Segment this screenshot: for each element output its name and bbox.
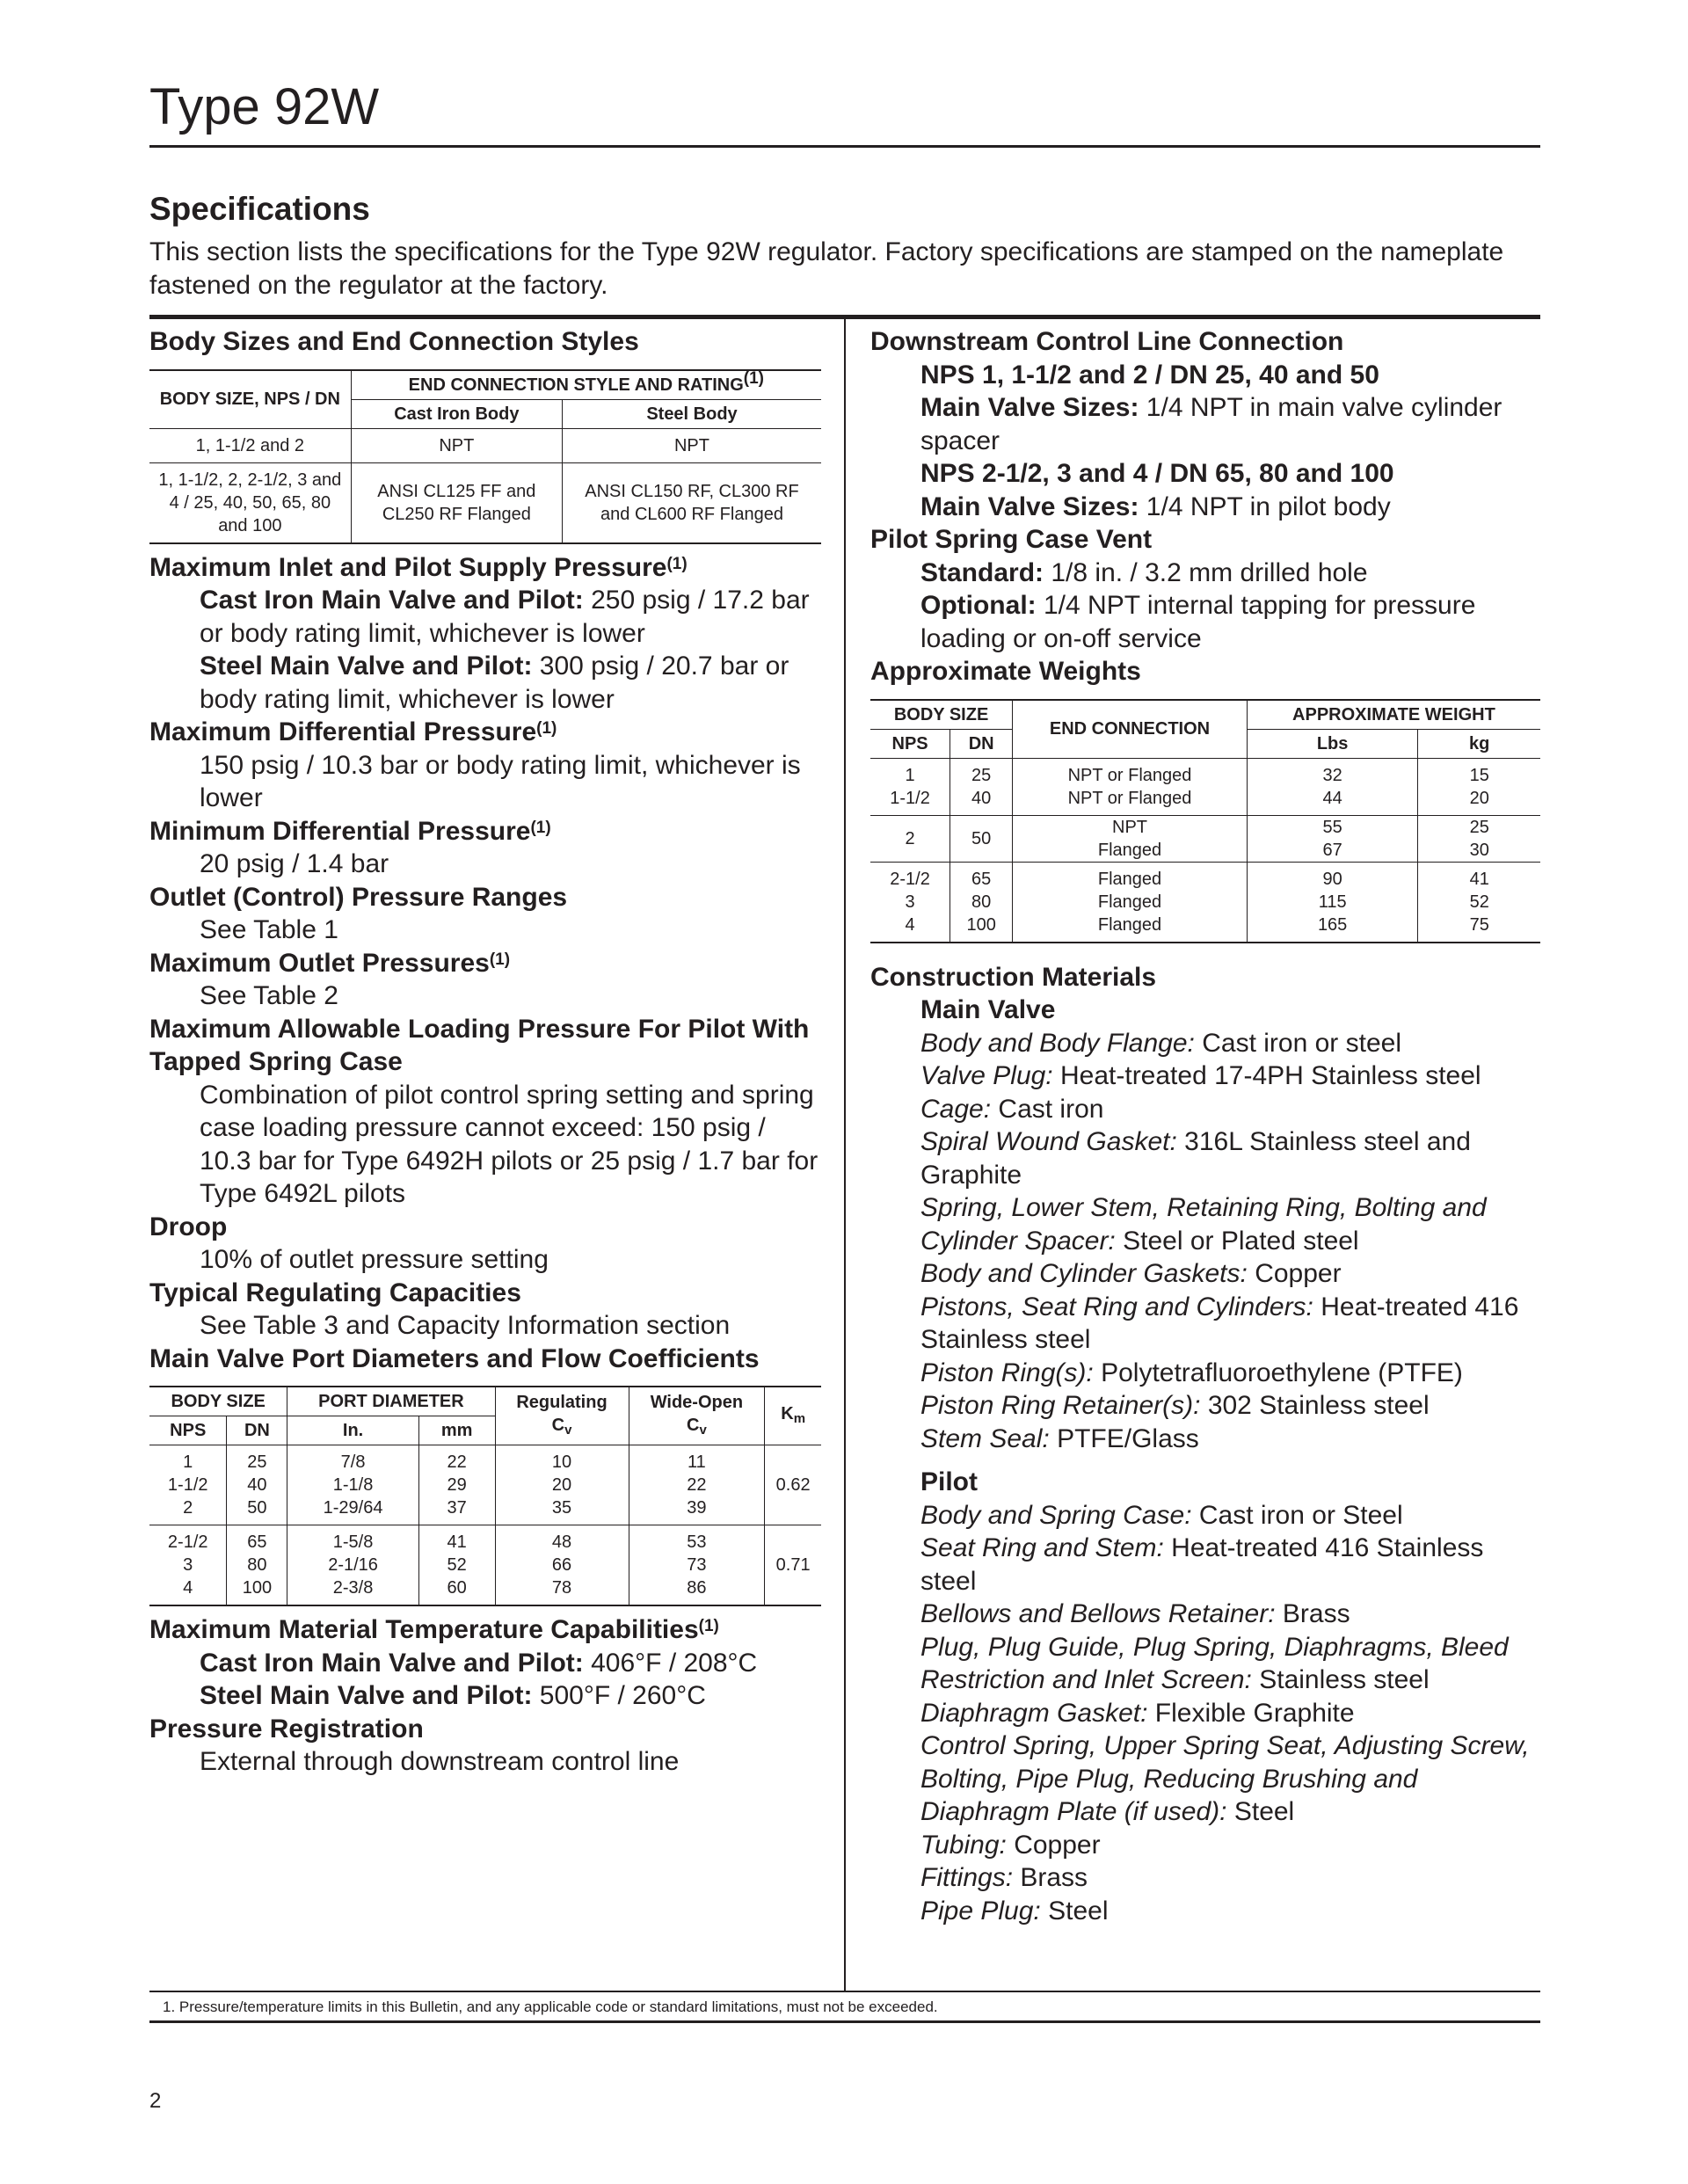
col-end-connection: END CONNECTION: [1013, 700, 1248, 759]
max-diff-heading: Maximum Differential Pressure$^{(1)}$: [149, 717, 557, 746]
col-wide-open: Wide-Open $C_v$: [629, 1387, 765, 1445]
max-temp-steel: Steel Main Valve and Pilot: 500°F / 260°C: [200, 1681, 706, 1710]
droop-value: 10% of outlet pressure setting: [200, 1245, 549, 1274]
footnote-rule-bottom: [149, 2020, 1540, 2023]
downstream-heading: Downstream Control Line Connection: [870, 327, 1344, 356]
page-number: 2: [149, 2089, 162, 2113]
table-row: 1 1-1/2 2 25 40 50 7/8 1-1/8 1-29/64 22 29 37 10 20 35 11 22 39 0.62: [149, 1445, 821, 1525]
list-item: Body and Spring Case: Cast iron or Steel: [920, 1500, 1403, 1530]
col-nps: NPS: [149, 1416, 227, 1445]
max-temp-heading: Maximum Material Temperature Capabilities$^{(1)}$: [149, 1615, 719, 1644]
page-title: Type 92W: [149, 78, 380, 135]
list-item: Bellows and Bellows Retainer: Brass: [920, 1599, 1350, 1628]
registration-value: External through downstream control line: [200, 1747, 680, 1776]
col-kg: kg: [1418, 729, 1540, 758]
downstream-b-sizes: Main Valve Sizes: 1/4 NPT in pilot body: [920, 491, 1391, 521]
pilot-subheading: Pilot: [920, 1467, 978, 1496]
outlet-ranges-heading: Outlet (Control) Pressure Ranges: [149, 882, 568, 912]
list-item: Piston Ring(s): Polytetrafluoroethylene (PTFE): [920, 1358, 1463, 1387]
list-item: Pipe Plug: Steel: [920, 1896, 1109, 1926]
max-diff-value: 150 psig / 10.3 bar or body rating limit, whichever is lower: [200, 750, 801, 812]
list-item: Piston Ring Retainer(s): 302 Stainless steel: [920, 1391, 1430, 1420]
max-outlet-value: See Table 2: [200, 981, 338, 1010]
column-divider: [844, 318, 846, 1991]
table-row: 1, 1-1/2 and 2 NPT NPT: [149, 428, 821, 462]
list-item: Tubing: Copper: [920, 1830, 1101, 1860]
col-cast-iron: Cast Iron Body: [351, 399, 562, 428]
left-column: [149, 325, 821, 1779]
capacities-heading: Typical Regulating Capacities: [149, 1278, 521, 1307]
vent-optional: Optional: 1/4 NPT internal tapping for pressure loading or on-off service: [920, 591, 1476, 653]
weights-heading: Approximate Weights: [870, 657, 1141, 686]
max-temp-cast: Cast Iron Main Valve and Pilot: 406°F / 208°C: [200, 1648, 758, 1678]
footnote-rule-top: [149, 1991, 1540, 1992]
col-approx-weight: APPROXIMATE WEIGHT: [1247, 700, 1540, 730]
downstream-b-label: NPS 2-1/2, 3 and 4 / DN 65, 80 and 100: [920, 459, 1394, 488]
col-nps: NPS: [870, 729, 950, 758]
col-body-size: BODY SIZE: [149, 1387, 287, 1416]
max-loading-value: Combination of pilot control spring setting and spring case loading pressure cannot exceed: 150 psig / 10.3 bar for Type 6492H pilots or 25 psig / 1.7 bar for Type 6492L pilots: [200, 1080, 819, 1208]
list-item: Spring, Lower Stem, Retaining Ring, Bolting and Cylinder Spacer: Steel or Plated steel: [920, 1193, 1487, 1256]
col-km: $K_m$: [765, 1387, 821, 1445]
col-body-size: BODY SIZE: [870, 700, 1013, 730]
droop-heading: Droop: [149, 1212, 228, 1241]
list-item: Spiral Wound Gasket: 316L Stainless steel and Graphite: [920, 1127, 1471, 1190]
pilot-materials: [870, 1499, 1540, 1928]
capacities-value: See Table 3 and Capacity Information section: [200, 1311, 731, 1340]
footnote: 1. Pressure/temperature limits in this Bulletin, and any applicable code or standard limitations, must not be exceeded.: [163, 1998, 938, 2015]
list-item: Pistons, Seat Ring and Cylinders: Heat-treated 416 Stainless steel: [920, 1292, 1519, 1354]
registration-heading: Pressure Registration: [149, 1714, 424, 1744]
section-intro: This section lists the specifications for the Type 92W regulator. Factory specifications are stamped on the nameplate fastened on the regulator at the factory.: [149, 237, 1504, 300]
max-inlet-heading: Maximum Inlet and Pilot Supply Pressure$^{(1)}$: [149, 552, 688, 582]
list-item: Stem Seal: PTFE/Glass: [920, 1423, 1199, 1453]
col-regulating: Regulating $C_v$: [495, 1387, 629, 1445]
table-row: 2-1/2 3 4 65 80 100 Flanged Flanged Flanged 90 115 165 41 52 75: [870, 862, 1540, 943]
downstream-a-label: NPS 1, 1-1/2 and 2 / DN 25, 40 and 50: [920, 360, 1379, 389]
list-item: Body and Body Flange: Cast iron or steel: [920, 1028, 1401, 1058]
max-outlet-heading: Maximum Outlet Pressures$^{(1)}$: [149, 948, 511, 978]
port-heading: Main Valve Port Diameters and Flow Coefficients: [149, 1343, 760, 1373]
list-item: Valve Plug: Heat-treated 17-4PH Stainless steel: [920, 1061, 1481, 1090]
col-end-connection: END CONNECTION STYLE AND RATING$^{(1)}$: [351, 370, 821, 400]
body-sizes-heading: Body Sizes and End Connection Styles: [149, 327, 639, 356]
min-diff-value: 20 psig / 1.4 bar: [200, 849, 389, 878]
col-mm: mm: [418, 1416, 495, 1445]
col-port-diameter: PORT DIAMETER: [287, 1387, 495, 1416]
vent-standard: Standard: 1/8 in. / 3.2 mm drilled hole: [920, 557, 1368, 587]
section-heading: Specifications: [149, 191, 370, 227]
table-row: 1, 1-1/2, 2, 2-1/2, 3 and 4 / 25, 40, 50, 65, 80 and 100 ANSI CL125 FF and CL250 RF Flanged ANSI CL150 RF, CL300 RF and CL600 RF Flanged: [149, 462, 821, 543]
port-table: [149, 1386, 821, 1606]
main-valve-materials: [870, 1027, 1540, 1456]
list-item: Plug, Plug Guide, Plug Spring, Diaphragms, Bleed Restriction and Inlet Screen: Stainless steel: [920, 1632, 1509, 1694]
title-rule: [149, 145, 1540, 148]
list-item: Body and Cylinder Gaskets: Copper: [920, 1259, 1342, 1288]
max-inlet-steel: Steel Main Valve and Pilot: 300 psig / 20.7 bar or body rating limit, whichever is lower: [200, 652, 789, 714]
col-body-size: BODY SIZE, NPS / DN: [149, 370, 351, 429]
right-column: [870, 325, 1540, 1927]
list-item: Cage: Cast iron: [920, 1094, 1104, 1124]
construction-heading: Construction Materials: [870, 962, 1157, 992]
downstream-a-sizes: Main Valve Sizes: 1/4 NPT in main valve cylinder spacer: [920, 393, 1502, 455]
max-inlet-cast: Cast Iron Main Valve and Pilot: 250 psig / 17.2 bar or body rating limit, whichever is lower: [200, 586, 810, 648]
col-lbs: Lbs: [1247, 729, 1418, 758]
table-row: 1 1-1/2 25 40 NPT or Flanged NPT or Flanged 32 44 15 20: [870, 758, 1540, 815]
vent-heading: Pilot Spring Case Vent: [870, 525, 1153, 554]
col-steel: Steel Body: [562, 399, 821, 428]
col-dn: DN: [227, 1416, 287, 1445]
body-sizes-table: [149, 369, 821, 544]
max-loading-heading: Maximum Allowable Loading Pressure For Pilot With Tapped Spring Case: [149, 1014, 810, 1076]
weights-table: [870, 699, 1540, 943]
list-item: Seat Ring and Stem: Heat-treated 416 Stainless steel: [920, 1533, 1484, 1596]
min-diff-heading: Minimum Differential Pressure$^{(1)}$: [149, 816, 551, 846]
outlet-ranges-value: See Table 1: [200, 915, 338, 944]
list-item: Diaphragm Gasket: Flexible Graphite: [920, 1698, 1355, 1728]
list-item: Control Spring, Upper Spring Seat, Adjusting Screw, Bolting, Pipe Plug, Reducing Brushing and Diaphragm Plate (if used): Steel: [920, 1731, 1530, 1826]
col-in: In.: [287, 1416, 418, 1445]
table-row: 2-1/2 3 4 65 80 100 1-5/8 2-1/16 2-3/8 41 52 60 48 66 78 53 73 86 0.71: [149, 1525, 821, 1606]
list-item: Fittings: Brass: [920, 1863, 1088, 1892]
main-valve-subheading: Main Valve: [920, 995, 1056, 1024]
table-row: 2 50 NPT Flanged 55 67 25 30: [870, 815, 1540, 862]
col-dn: DN: [950, 729, 1013, 758]
